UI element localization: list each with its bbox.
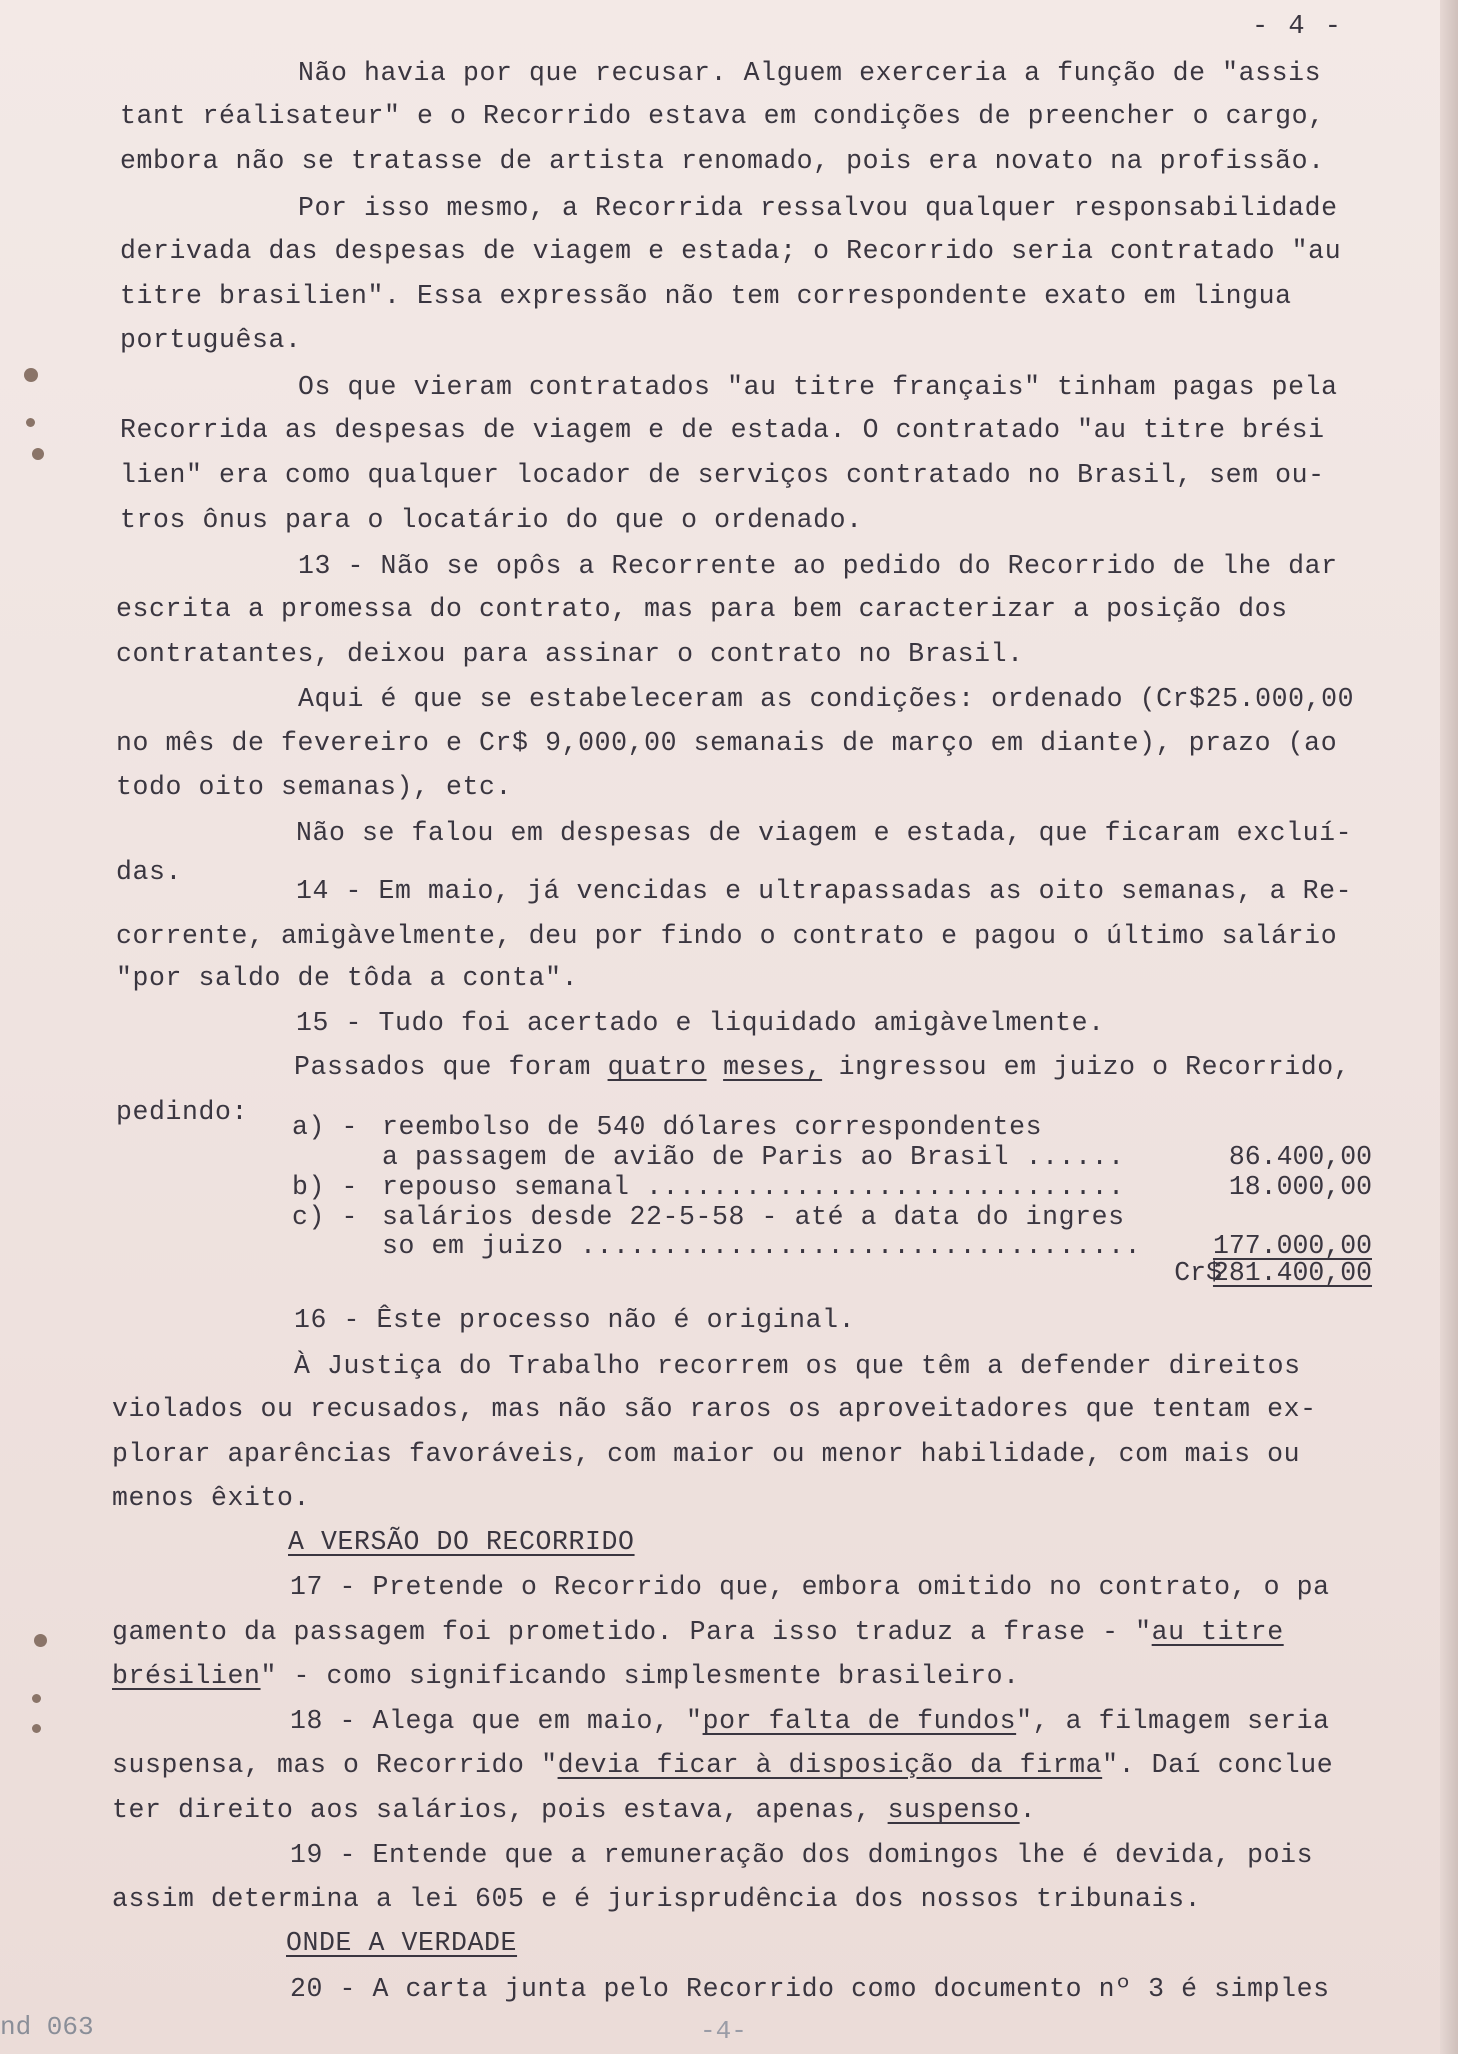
text-line: menos êxito.: [112, 1483, 311, 1513]
text-line: Passados que foram quatro meses, ingressou em juizo o Recorrido,: [294, 1052, 1351, 1082]
text-line: À Justiça do Trabalho recorrem os que têm a defender direitos: [294, 1351, 1301, 1381]
claim-letter: a) -: [292, 1112, 359, 1142]
text-line: portuguêsa.: [120, 325, 302, 355]
text-line: Não havia por que recusar. Alguem exerceria a função de "assis: [298, 58, 1322, 88]
text-line: tros ônus para o locatário do que o ordenado.: [120, 505, 863, 535]
text-line: derivada das despesas de viagem e estada; o Recorrido seria contratado "au: [120, 236, 1342, 266]
text-line: suspensa, mas o Recorrido "devia ficar à disposição da firma". Daí conclue: [112, 1750, 1334, 1780]
text-line: Aqui é que se estabeleceram as condições: ordenado (Cr$25.000,00: [298, 684, 1355, 714]
text-line: "por saldo de tôda a conta".: [116, 963, 579, 993]
text-line: Os que vieram contratados "au titre français" tinham pagas pela: [298, 372, 1338, 402]
text-line: ter direito aos salários, pois estava, apenas, suspenso.: [112, 1795, 1037, 1825]
text-line: titre brasilien". Essa expressão não tem correspondente exato em lingua: [120, 281, 1292, 311]
text-line: 18 - Alega que em maio, "por falta de fundos", a filmagem seria: [290, 1706, 1330, 1736]
text-line: 14 - Em maio, já vencidas e ultrapassadas as oito semanas, a Re-: [296, 876, 1353, 906]
text-line: Não se falou em despesas de viagem e estada, que ficaram excluí-: [296, 818, 1353, 848]
punch-hole: [34, 1634, 47, 1647]
text-line: todo oito semanas), etc.: [116, 772, 513, 802]
text-line: assim determina a lei 605 e é jurisprudência dos nossos tribunais.: [112, 1884, 1202, 1914]
section-heading: ONDE A VERDADE: [286, 1928, 518, 1958]
claim-amount: 177.000,00: [1212, 1231, 1372, 1261]
punch-hole: [26, 418, 35, 427]
text-line: plorar aparências favoráveis, com maior ou menor habilidade, com mais ou: [112, 1439, 1301, 1469]
claim-amount: 86.400,00: [1228, 1142, 1372, 1172]
page-edge: [1440, 0, 1458, 2054]
punch-hole: [24, 368, 38, 382]
claim-letter: b) -: [292, 1172, 359, 1202]
text-line: Por isso mesmo, a Recorrida ressalvou qualquer responsabilidade: [298, 193, 1338, 223]
claim-text: a passagem de avião de Paris ao Brasil ......: [382, 1142, 1125, 1172]
punch-hole: [32, 448, 44, 460]
text-line: no mês de fevereiro e Cr$ 9,000,00 semanais de março em diante), prazo (ao: [116, 728, 1338, 758]
text-line: pedindo:: [116, 1097, 249, 1127]
footer-page-number: -4-: [700, 2016, 747, 2046]
margin-note: nd 063: [0, 2012, 94, 2042]
text-line: tant réalisateur" e o Recorrido estava em condições de preencher o cargo,: [120, 101, 1325, 131]
text-line: 13 - Não se opôs a Recorrente ao pedido do Recorrido de lhe dar: [298, 551, 1338, 581]
text-line: escrita a promessa do contrato, mas para bem caracterizar a posição dos: [116, 594, 1288, 624]
text-line: embora não se tratasse de artista renomado, pois era novato na profissão.: [120, 146, 1325, 176]
total-label: Cr$: [1174, 1258, 1222, 1288]
text-line: 15 - Tudo foi acertado e liquidado amigàvelmente.: [296, 1008, 1105, 1038]
punch-hole: [32, 1724, 41, 1733]
claim-text: so em juizo ..................................: [382, 1231, 1142, 1261]
text-line: contratantes, deixou para assinar o contrato no Brasil.: [116, 639, 1024, 669]
claim-text: repouso semanal .............................: [382, 1172, 1125, 1202]
text-line: brésilien" - como significando simplesmente brasileiro.: [112, 1661, 1020, 1691]
section-heading: A VERSÃO DO RECORRIDO: [288, 1527, 635, 1557]
claim-text: reembolso de 540 dólares correspondentes: [382, 1112, 1043, 1142]
punch-hole: [32, 1694, 41, 1703]
page-number: - 4 -: [1252, 12, 1344, 42]
claim-amount: 18.000,00: [1228, 1172, 1372, 1202]
text-line: 17 - Pretende o Recorrido que, embora omitido no contrato, o pa: [290, 1572, 1330, 1602]
text-line: violados ou recusados, mas não são raros os aproveitadores que tentam ex-: [112, 1394, 1317, 1424]
text-line: 16 - Êste processo não é original.: [294, 1305, 856, 1335]
claims-total: 281.400,00: [1212, 1258, 1372, 1288]
text-line: Recorrida as despesas de viagem e de estada. O contratado "au titre brési: [120, 415, 1325, 445]
text-line: gamento da passagem foi prometido. Para isso traduz a frase - "au titre: [112, 1617, 1284, 1647]
text-line: corrente, amigàvelmente, deu por findo o contrato e pagou o último salário: [116, 921, 1338, 951]
claim-letter: c) -: [292, 1202, 359, 1232]
text-line: lien" era como qualquer locador de serviços contratado no Brasil, sem ou-: [120, 460, 1325, 490]
claim-text: salários desde 22-5-58 - até a data do ingres: [382, 1202, 1125, 1232]
text-line: das.: [116, 857, 183, 887]
text-line: 19 - Entende que a remuneração dos domingos lhe é devida, pois: [290, 1840, 1314, 1870]
text-line: 20 - A carta junta pelo Recorrido como documento nº 3 é simples: [290, 1974, 1330, 2004]
